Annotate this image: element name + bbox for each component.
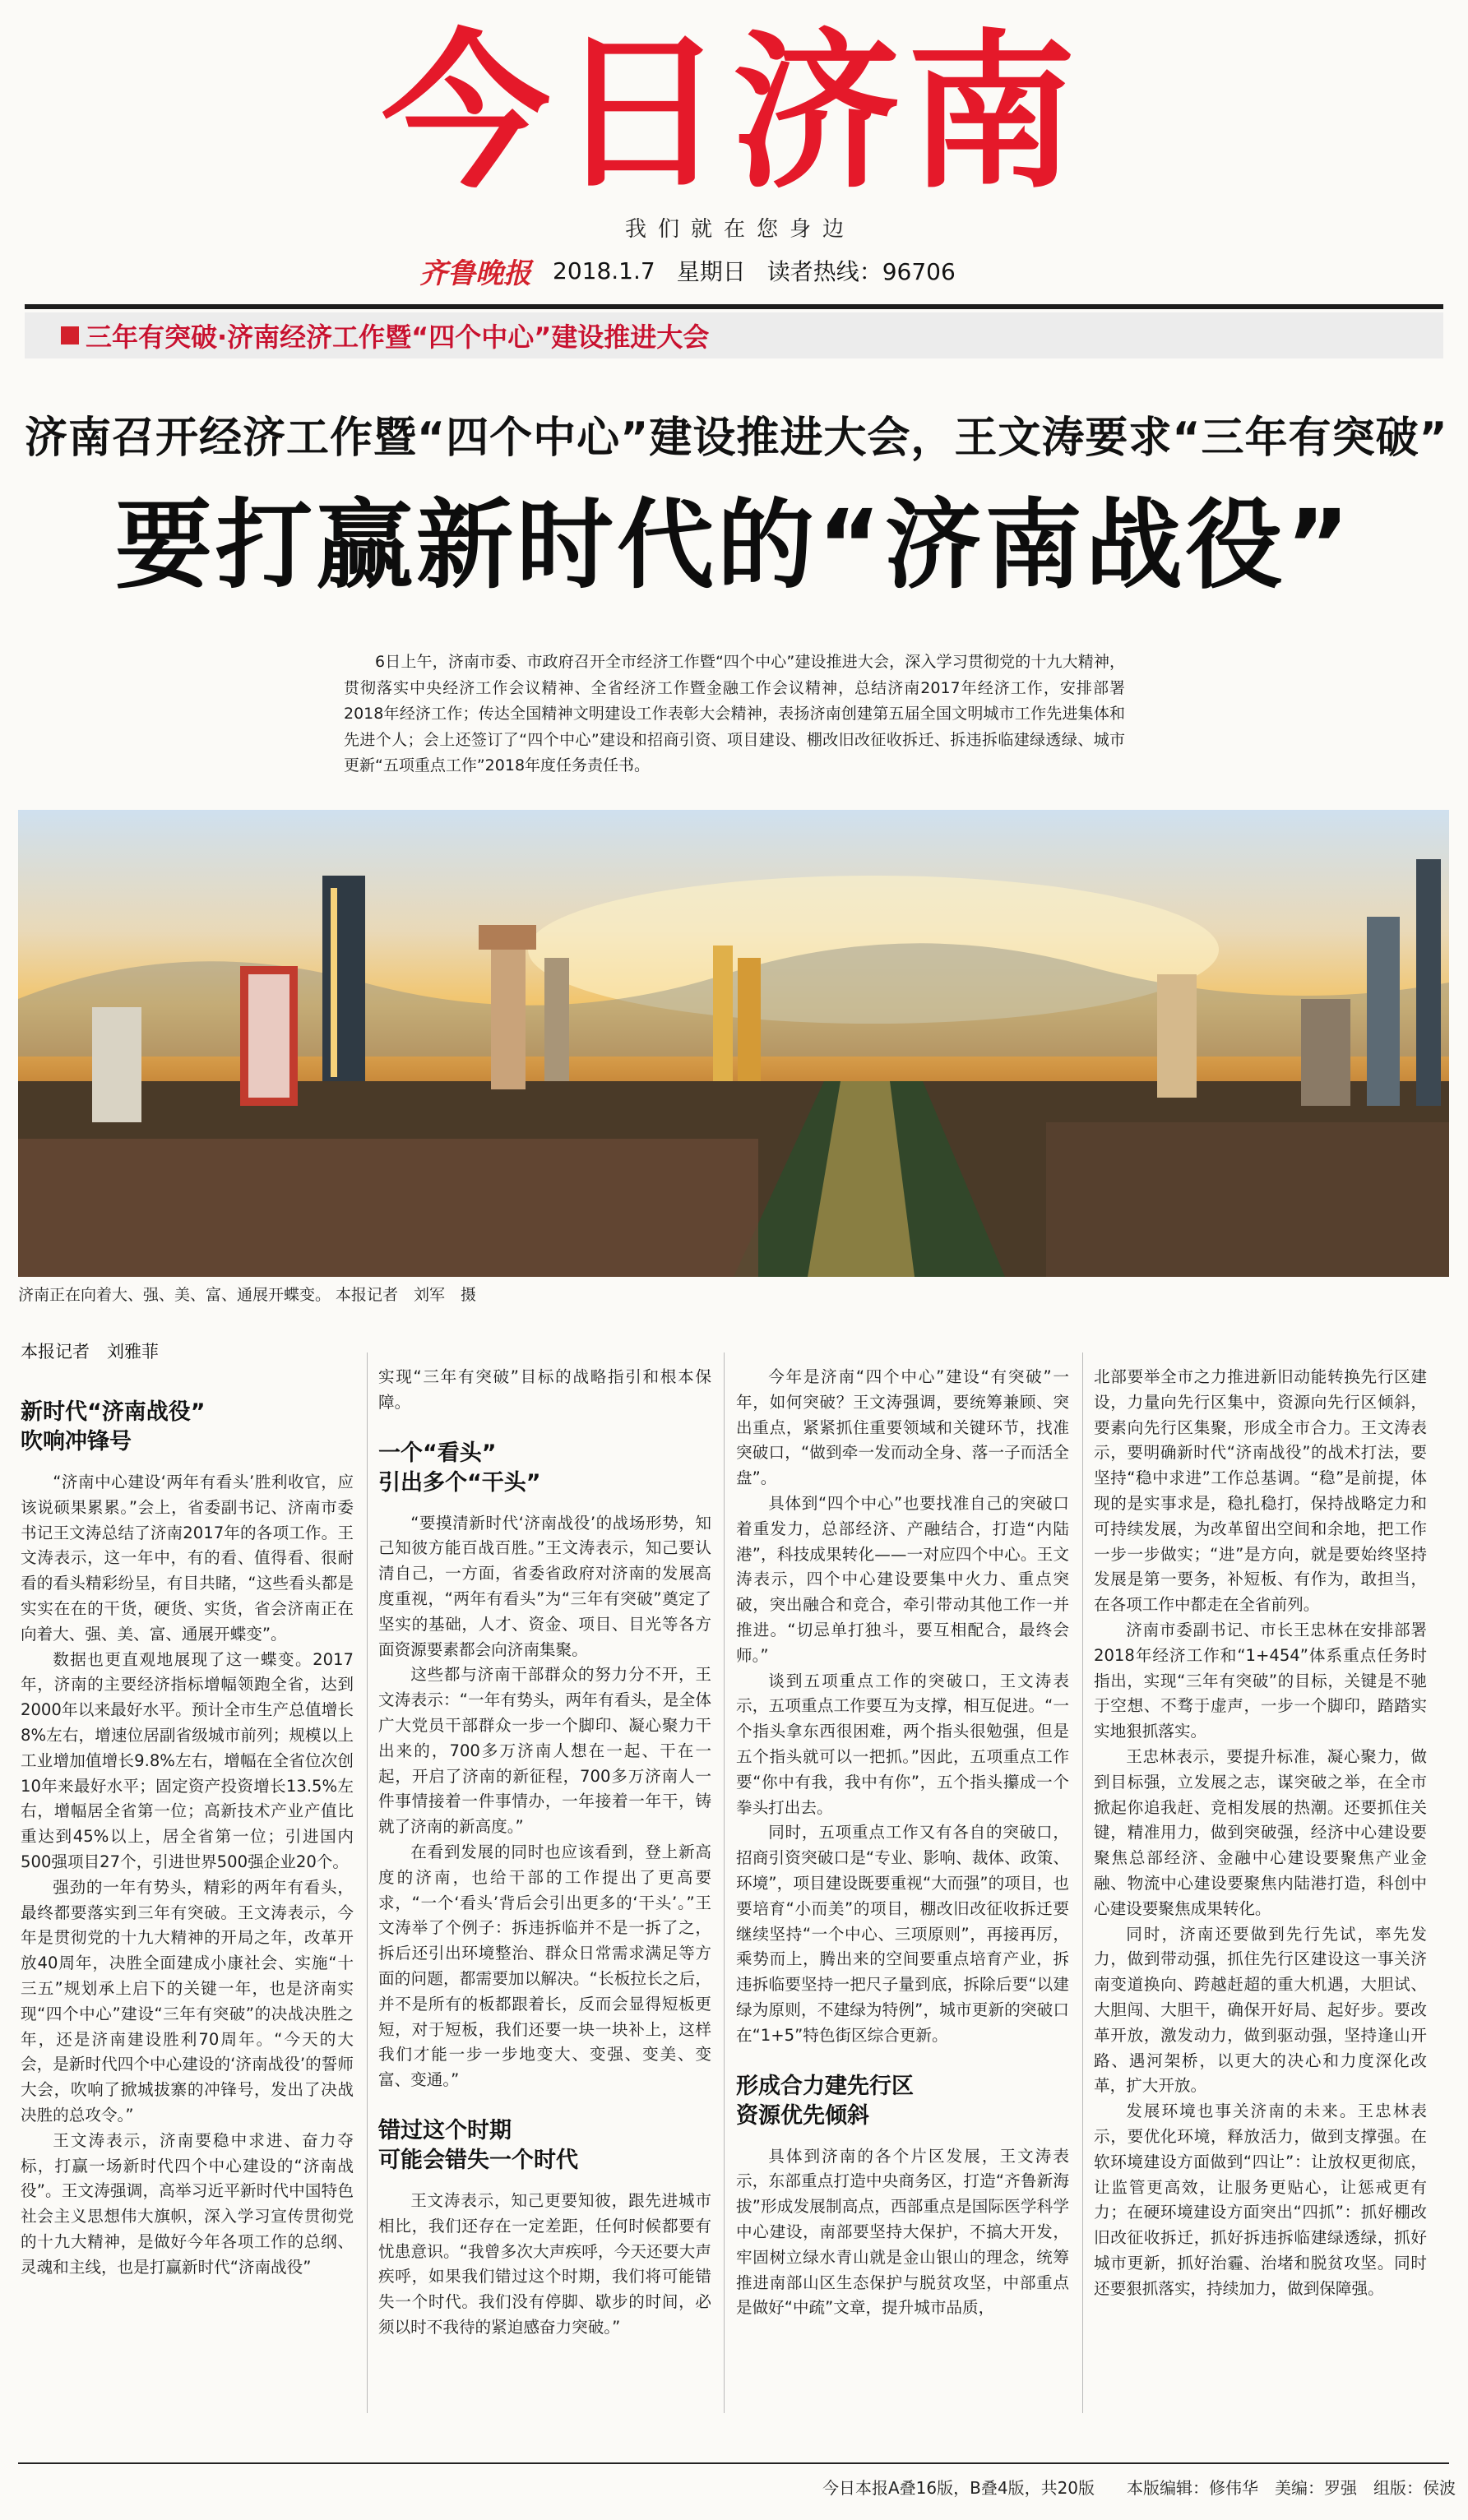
section-banner-title: 三年有突破·济南经济工作暨“四个中心”建设推进大会 <box>86 321 710 353</box>
issue-weekday: 星期日 <box>676 258 746 285</box>
paragraph: 具体到“四个中心”也要找准自己的突破口着重发力，总部经济、产融结合，打造“内陆港”，科技成果转化——一对应四个中心。王文涛表示，四个中心建设要集中火力、重点突破，突出融合和竞合，牵引带动其他工作一并推进。“切忌单打独斗，要互相配合，最终会师。” <box>736 1493 1069 1665</box>
photo-caption: 济南正在向着大、强、美、富、通展开蝶变。 本报记者 刘军 摄 <box>18 1286 477 1304</box>
paragraph: 王文涛表示，济南要稳中求进、奋力夺标，打赢一场新时代四个中心建设的“济南战役”。王文涛强调，高举习近平新时代中国特色社会主义思想伟大旗帜，深入学习宣传贯彻党的十九大精神，是做好今年各项工作的总纲、灵魂和主线，也是打赢新时代“济南战役” <box>21 2130 354 2277</box>
subheading-3-line-2: 可能会错失一个时代 <box>378 2147 578 2173</box>
masthead-logo: 今日济南 <box>382 15 1082 211</box>
paragraph: 谈到五项重点工作的突破口，王文涛表示，五项重点工作要互为支撑，相互促进。“一个指头拿东西很困难，两个指头很勉强，但是五个指头就可以一把抓。”因此，五项重点工作要“你中有我，我中有你”，五个指头攥成一个拳头打出去。 <box>736 1671 1069 1817</box>
column-divider <box>367 1352 368 2413</box>
skyline-illustration <box>18 810 1449 1277</box>
kicker-headline: 济南召开经济工作暨“四个中心”建设推进大会，王文涛要求“三年有突破” <box>25 414 1448 463</box>
column-divider <box>1082 1352 1083 2413</box>
subheading-4 <box>736 2072 1069 2131</box>
banner-square-icon <box>61 326 79 344</box>
lead-paragraph: 6日上午，济南市委、市政府召开全市经济工作暨“四个中心”建设推进大会，深入学习贯彻党的十九大精神，贯彻落实中央经济工作会议精神、全省经济工作暨金融工作会议精神，总结济南2017年经济工作，安排部署2018年经济工作；传达全国精神文明建设工作表彰大会精神，表扬济南创建第五届全国文明城市工作先进集体和先进个人；会上还签订了“四个中心”建设和招商引资、项目建设、棚改旧改征收拆迁、拆违拆临建绿透绿、城市更新“五项重点工作”2018年度任务责任书。 <box>344 653 1125 774</box>
issue-date: 2018.1.7 <box>553 257 655 284</box>
footer-rule <box>18 2462 1449 2464</box>
article-column-2 <box>378 1365 711 2421</box>
subheading-3-line-1: 错过这个时期 <box>378 2117 512 2143</box>
main-headline: 要打赢新时代的“济南战役” <box>114 488 1354 602</box>
paragraph: “济南中心建设‘两年有看头’胜利收官，应该说硕果累累。”会上，省委副书记、济南市委书记王文涛总结了济南2017年的各项工作。王文涛表示，这一年中，有的看、值得看、很耐看的看头精彩纷呈，有目共睹，“这些看头都是实实在在的干货，硬货、实货，省会济南正在向着大、强、美、富、通展开蝶变”。 <box>21 1473 354 1644</box>
paragraph: 强劲的一年有势头，精彩的两年有看头，最终都要落实到三年有突破。王文涛表示，今年是贯彻党的十九大精神的开局之年，改革开放40周年，决胜全面建成小康社会、实施“十三五”规划承上启下的关键一年，也是济南实现“四个中心”建设“三年有突破”的决战决胜之年，还是济南建设胜利70周年。“今天的大会，是新时代四个中心建设的‘济南战役’的誓师大会，吹响了掀城拔寨的冲锋号，发出了决战决胜的总攻令。” <box>21 1877 354 2125</box>
reader-hotline: 读者热线：96706 <box>766 258 956 285</box>
paragraph: 这些都与济南干部群众的努力分不开，王文涛表示：“一年有势头，两年有看头，是全体广大党员干部群众一步一个脚印、凝心聚力干出来的，700多万济南人想在一起、干在一起，开启了济南的新征程，700多万济南人一件事情接着一件事情办，一年接着一年干，铸就了济南的新高度。” <box>378 1665 711 1837</box>
dateline <box>419 252 1160 289</box>
paragraph: 王忠林表示，要提升标准，凝心聚力，做到目标强，立发展之志，谋突破之举，在全市掀起你追我赶、竞相发展的热潮。还要抓住关键，精准用力，做到突破强，经济中心建设要聚焦总部经济、金融中心建设要聚焦产业金融、物流中心建设要聚焦内陆港打造，科创中心建设要聚焦成果转化。 <box>1094 1746 1427 1918</box>
subheading-2 <box>378 1439 711 1498</box>
subheading-2-line-2: 引出多个“干头” <box>378 1469 541 1496</box>
masthead-rule <box>25 304 1443 309</box>
article-byline: 本报记者 刘雅菲 <box>21 1342 159 1362</box>
subheading-4-line-2: 资源优先倾斜 <box>736 2102 869 2129</box>
paragraph-continued: 北部要举全市之力推进新旧动能转换先行区建设，力量向先行区集中，资源向先行区倾斜，要素向先行区集聚，形成全市合力。王文涛表示，要明确新时代“济南战役”的战术打法，要坚持“稳中求进”工作总基调。“稳”是前提，体现的是实事求是，稳扎稳打，保持战略定力和可持续发展，为改革留出空间和余地，把工作一步一步做实；“进”是方向，就是要始终坚持发展是第一要务，补短板、有作为，敢担当，在各项工作中都走在全省前列。 <box>1094 1367 1427 1615</box>
subheading-1-line-2: 吹响冲锋号 <box>21 1429 132 1454</box>
paragraph: 同时，济南还要做到先行先试，率先发力，做到带动强，抓住先行区建设这一事关济南变道换向、跨越赶超的重大机遇，大胆试、大胆闯、大胆干，确保开好局、起好步。要改革开放，激发动力，做到驱动强，坚持逢山开路、遇河架桥，以更大的决心和力度深化改革，扩大开放。 <box>1094 1924 1427 2096</box>
article-column-4 <box>1094 1365 1427 2421</box>
paragraph-continued: 实现“三年有突破”目标的战略指引和根本保障。 <box>378 1367 711 1412</box>
subheading-2-line-1: 一个“看头” <box>378 1440 497 1466</box>
paragraph: 在看到发展的同时也应该看到，登上新高度的济南，也给干部的工作提出了更高要求，“一个‘看头’背后会引出更多的‘干头’。”王文涛举了个例子：拆违拆临并不是一拆了之，拆后还引出环境整治、群众日常需求满足等方面的问题，都需要加以解决。“长板拉长之后，并不是所有的板都跟着长，反而会显得短板更短，对于短板，我们还要一块一块补上，这样我们才能一步一步地变大、变强、变美、变富、变通。” <box>378 1842 711 2090</box>
paragraph: 发展环境也事关济南的未来。王忠林表示，要优化环境，释放活力，做到支撑强。在软环境建设方面做到“四让”：让放权更彻底，让监管更高效，让服务更贴心，让惩戒更有力；在硬环境建设方面突出“四抓”：抓好棚改旧改征收拆迁，抓好拆违拆临建绿透绿，抓好城市更新，抓好治霾、治堵和脱贫攻坚。同时还要狠抓落实，持续加力，做到保障强。 <box>1094 2102 1427 2298</box>
article-column-1 <box>21 1375 354 2431</box>
paragraph: 济南市委副书记、市长王忠林在安排部署2018年经济工作和“1+454”体系重点任务时指出，实现“三年有突破”的目标，关键是不驰于空想、不骛于虚声，一步一个脚印，踏踏实实地狠抓落实。 <box>1094 1620 1427 1741</box>
footer-editors: 本版编辑：修伟华 美编：罗强 组版：侯波 <box>1127 2478 1456 2498</box>
subheading-4-line-1: 形成合力建先行区 <box>736 2073 914 2099</box>
section-banner <box>25 312 1443 358</box>
paragraph: 今年是济南“四个中心”建设“有突破”一年，如何突破？王文涛强调，要统筹兼顾、突出重点，紧紧抓住重要领域和关键环节，找准突破口，“做到牵一发而动全身、落一子而活全盘”。 <box>736 1367 1069 1488</box>
subheading-1-line-1: 新时代“济南战役” <box>21 1399 206 1425</box>
paragraph: 数据也更直观地展现了这一蝶变。2017年，济南的主要经济指标增幅领跑全省，达到2000年以来最好水平。预计全市生产总值增长8%左右，增速位居副省级城市前列；规模以上工业增加值增长9.8%左右，增幅在全省位次创10年来最好水平；固定资产投资增长13.5%左右，增幅居全省第一位；高新技术产业产值比重达到45%以上，居全省第一位；引进国内500强项目27个，引进世界500强企业20个。 <box>21 1649 354 1871</box>
paragraph: “要摸清新时代‘济南战役’的战场形势，知己知彼方能百战百胜。”王文涛表示，知己要认清自己，一方面，省委省政府对济南的发展高度重视，“两年有看头”为“三年有突破”奠定了坚实的基础，人才、资金、项目、目光等各方面资源要素都会向济南集聚。 <box>378 1513 711 1659</box>
city-panorama-photo <box>18 810 1449 1277</box>
paper-name: 齐鲁晚报 <box>419 257 531 290</box>
article-column-3 <box>736 1365 1069 2421</box>
paragraph: 具体到济南的各个片区发展，王文涛表示，东部重点打造中央商务区，打造“齐鲁新海拔”形成发展制高点，西部重点是国际医学科学中心建设，南部要坚持大保护，不搞大开发，牢固树立绿水青山就是金山银山的理念，统筹推进南部山区生态保护与脱贫攻坚，中部重点是做好“中疏”文章，提升城市品质， <box>736 2146 1069 2318</box>
footer-page-count: 今日本报A叠16版，B叠4版，共20版 <box>822 2478 1095 2498</box>
column-divider <box>724 1352 725 2413</box>
paragraph: 王文涛表示，知己更要知彼，跟先进城市相比，我们还存在一定差距，任何时候都要有忧患意识。“我曾多次大声疾呼，今天还要大声疾呼，如果我们错过这个时期，我们将可能错失一个时代。我们没有停脚、歇步的时间，必须以时不我待的紧迫感奋力突破。” <box>378 2190 711 2337</box>
masthead-slogan: 我们就在您身边 <box>624 217 855 242</box>
paragraph: 同时，五项重点工作又有各自的突破口，招商引资突破口是“专业、影响、裁体、政策、环境”，项目建设既要重视“大而强”的项目，也要培育“小而美”的项目，棚改旧改征收拆迁要继续坚持“一个中心、三项原则”，再接再厉，乘势而上，腾出来的空间要重点培育产业，拆违拆临要坚持一把尺子量到底，拆除后要“以建绿为原则，不建绿为特例”，城市更新的突破口在“1+5”特色街区综合更新。 <box>736 1823 1069 2045</box>
subheading-1 <box>21 1398 354 1457</box>
subheading-3 <box>378 2116 711 2176</box>
